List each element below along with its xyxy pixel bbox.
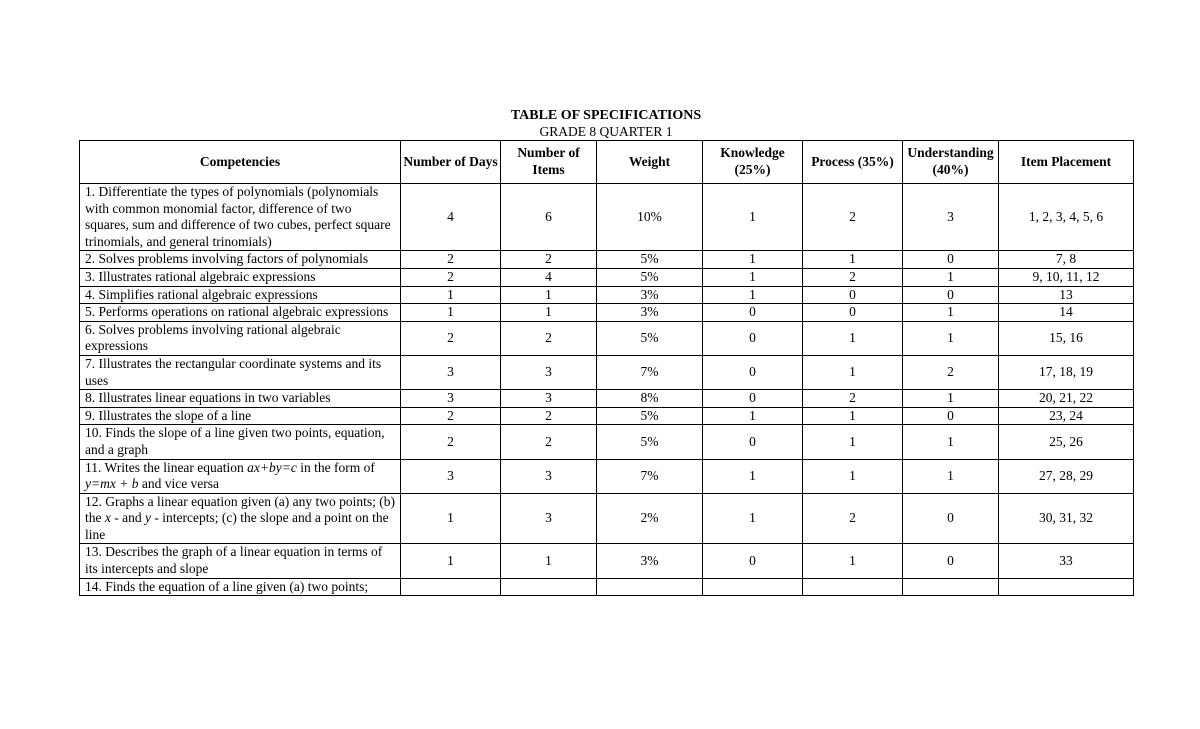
math-expression: x [104, 510, 111, 526]
understanding-cell: 1 [903, 459, 999, 493]
process-cell: 2 [803, 493, 903, 544]
placement-cell: 27, 28, 29 [999, 459, 1134, 493]
table-row [80, 251, 1134, 269]
items-cell: 1 [501, 544, 597, 578]
table-row [80, 407, 1134, 425]
competency-cell: 4. Simplifies rational algebraic expressions [80, 286, 401, 304]
process-cell: 1 [803, 321, 903, 355]
placement-cell [999, 578, 1134, 596]
understanding-cell: 0 [903, 251, 999, 269]
items-cell: 2 [501, 425, 597, 459]
placement-cell: 9, 10, 11, 12 [999, 268, 1134, 286]
weight-cell [597, 578, 703, 596]
placement-cell: 23, 24 [999, 407, 1134, 425]
specifications-table [79, 140, 1134, 596]
knowledge-cell: 0 [703, 425, 803, 459]
math-expression: y=mx + b [85, 476, 139, 492]
competency-cell: 13. Describes the graph of a linear equation in terms of its intercepts and slope [80, 544, 401, 578]
process-cell: 1 [803, 251, 903, 269]
process-cell [803, 578, 903, 596]
competency-cell [80, 493, 401, 544]
days-cell: 2 [401, 425, 501, 459]
competency-cell: 6. Solves problems involving rational algebraic expressions [80, 321, 401, 355]
items-cell: 4 [501, 268, 597, 286]
weight-cell: 3% [597, 544, 703, 578]
competency-text: and vice versa [138, 476, 220, 492]
knowledge-cell: 1 [703, 407, 803, 425]
competency-text: 12. Graphs a linear equation given (a) any two points; (b) the [85, 493, 396, 526]
table-header-row [80, 141, 1134, 184]
knowledge-cell [703, 578, 803, 596]
header-days: Number of Days [401, 141, 501, 184]
placement-cell: 7, 8 [999, 251, 1134, 269]
items-cell: 6 [501, 184, 597, 251]
header-placement: Item Placement [999, 141, 1134, 184]
placement-cell: 1, 2, 3, 4, 5, 6 [999, 184, 1134, 251]
understanding-cell: 0 [903, 493, 999, 544]
process-cell: 2 [803, 390, 903, 408]
days-cell: 2 [401, 407, 501, 425]
items-cell [501, 578, 597, 596]
days-cell: 3 [401, 355, 501, 389]
table-row [80, 355, 1134, 389]
table-row [80, 493, 1134, 544]
competency-cell: 10. Finds the slope of a line given two points, equation, and a graph [80, 425, 401, 459]
days-cell: 1 [401, 544, 501, 578]
header-competencies: Competencies [80, 141, 401, 184]
understanding-cell: 0 [903, 407, 999, 425]
knowledge-cell: 1 [703, 184, 803, 251]
understanding-cell: 0 [903, 286, 999, 304]
process-cell: 1 [803, 425, 903, 459]
process-cell: 1 [803, 459, 903, 493]
weight-cell: 5% [597, 425, 703, 459]
days-cell: 3 [401, 459, 501, 493]
placement-cell: 13 [999, 286, 1134, 304]
days-cell [401, 578, 501, 596]
process-cell: 0 [803, 286, 903, 304]
weight-cell: 7% [597, 355, 703, 389]
competency-cell: 8. Illustrates linear equations in two variables [80, 390, 401, 408]
understanding-cell [903, 578, 999, 596]
document-title: TABLE OF SPECIFICATIONS [510, 108, 702, 123]
understanding-cell: 0 [903, 544, 999, 578]
knowledge-cell: 0 [703, 355, 803, 389]
items-cell: 3 [501, 390, 597, 408]
knowledge-cell: 0 [703, 544, 803, 578]
weight-cell: 5% [597, 268, 703, 286]
competency-cell: 1. Differentiate the types of polynomials (polynomials with common monomial factor, difference of two squares, sum and difference of two cubes, perfect square trinomials, and general trinomials) [80, 184, 401, 251]
header-understanding: Understanding (40%) [903, 141, 999, 184]
competency-text: 11. Writes the linear equation [85, 459, 248, 475]
items-cell: 3 [501, 493, 597, 544]
placement-cell: 14 [999, 304, 1134, 322]
understanding-cell: 1 [903, 321, 999, 355]
header-knowledge: Knowledge (25%) [703, 141, 803, 184]
placement-cell: 15, 16 [999, 321, 1134, 355]
understanding-cell: 3 [903, 184, 999, 251]
competency-cell: 9. Illustrates the slope of a line [80, 407, 401, 425]
table-row [80, 544, 1134, 578]
process-cell: 0 [803, 304, 903, 322]
items-cell: 2 [501, 407, 597, 425]
knowledge-cell: 0 [703, 304, 803, 322]
days-cell: 4 [401, 184, 501, 251]
weight-cell: 10% [597, 184, 703, 251]
process-cell: 2 [803, 268, 903, 286]
table-row [80, 390, 1134, 408]
placement-cell: 25, 26 [999, 425, 1134, 459]
table-row [80, 425, 1134, 459]
knowledge-cell: 0 [703, 390, 803, 408]
days-cell: 2 [401, 321, 501, 355]
competency-cell: 5. Performs operations on rational algebraic expressions [80, 304, 401, 322]
competency-text: in the form of [296, 459, 375, 475]
process-cell: 1 [803, 407, 903, 425]
table-row [80, 268, 1134, 286]
header-weight: Weight [597, 141, 703, 184]
days-cell: 2 [401, 251, 501, 269]
table-row [80, 304, 1134, 322]
days-cell: 1 [401, 493, 501, 544]
items-cell: 2 [501, 321, 597, 355]
understanding-cell: 1 [903, 304, 999, 322]
knowledge-cell: 0 [703, 321, 803, 355]
items-cell: 3 [501, 459, 597, 493]
understanding-cell: 2 [903, 355, 999, 389]
weight-cell: 8% [597, 390, 703, 408]
understanding-cell: 1 [903, 268, 999, 286]
header-items: Number of Items [501, 141, 597, 184]
weight-cell: 2% [597, 493, 703, 544]
days-cell: 1 [401, 286, 501, 304]
table-row [80, 578, 1134, 596]
header-process: Process (35%) [803, 141, 903, 184]
items-cell: 2 [501, 251, 597, 269]
weight-cell: 5% [597, 407, 703, 425]
competency-cell: 2. Solves problems involving factors of polynomials [80, 251, 401, 269]
table-row [80, 321, 1134, 355]
items-cell: 1 [501, 286, 597, 304]
placement-cell: 33 [999, 544, 1134, 578]
weight-cell: 5% [597, 321, 703, 355]
weight-cell: 3% [597, 286, 703, 304]
items-cell: 3 [501, 355, 597, 389]
competency-text: - and [110, 510, 145, 526]
knowledge-cell: 1 [703, 493, 803, 544]
competency-text: - intercepts; (c) the slope and a point on the line [85, 510, 389, 542]
process-cell: 1 [803, 355, 903, 389]
knowledge-cell: 1 [703, 286, 803, 304]
competency-cell [80, 459, 401, 493]
competency-cell: 14. Finds the equation of a line given (a) two points; [80, 578, 401, 596]
table-row [80, 184, 1134, 251]
document-subtitle: GRADE 8 QUARTER 1 [539, 124, 673, 139]
knowledge-cell: 1 [703, 459, 803, 493]
weight-cell: 5% [597, 251, 703, 269]
math-expression: ax+by=c [247, 459, 297, 475]
knowledge-cell: 1 [703, 251, 803, 269]
placement-cell: 20, 21, 22 [999, 390, 1134, 408]
placement-cell: 30, 31, 32 [999, 493, 1134, 544]
understanding-cell: 1 [903, 390, 999, 408]
competency-cell: 3. Illustrates rational algebraic expressions [80, 268, 401, 286]
process-cell: 1 [803, 544, 903, 578]
knowledge-cell: 1 [703, 268, 803, 286]
items-cell: 1 [501, 304, 597, 322]
table-row [80, 459, 1134, 493]
days-cell: 1 [401, 304, 501, 322]
weight-cell: 7% [597, 459, 703, 493]
table-row [80, 286, 1134, 304]
competency-cell: 7. Illustrates the rectangular coordinate systems and its uses [80, 355, 401, 389]
math-expression: y [145, 510, 151, 526]
process-cell: 2 [803, 184, 903, 251]
understanding-cell: 1 [903, 425, 999, 459]
days-cell: 2 [401, 268, 501, 286]
placement-cell: 17, 18, 19 [999, 355, 1134, 389]
weight-cell: 3% [597, 304, 703, 322]
days-cell: 3 [401, 390, 501, 408]
